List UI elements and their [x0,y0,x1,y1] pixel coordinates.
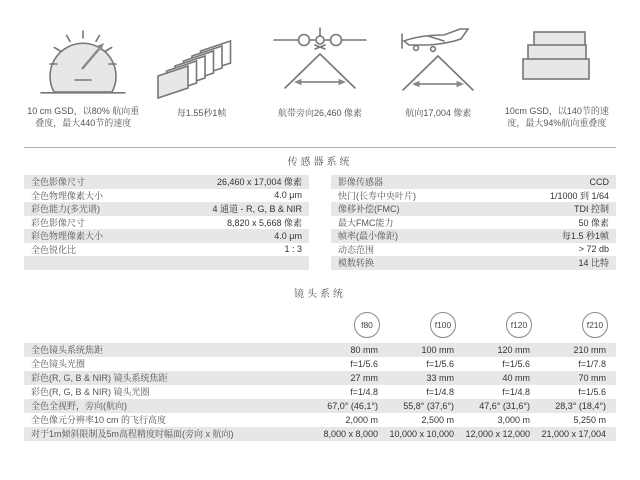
spec-label: 全色物理像素大小 [31,190,104,201]
spec-value: 1/1000 到 1/64 [549,190,609,201]
speedometer-icon-box [31,24,135,100]
spec-value: 14 比特 [578,258,609,269]
spec-label: 彩色影像尺寸 [31,217,86,228]
spec-value: f=1/4.8 [502,386,530,397]
spec-value: 4.0 μm [274,190,302,201]
spec-label: 彩色能力(多光谱) [31,204,100,215]
frame-stack-icon-box [150,24,254,102]
spec-label: 全色全视野，旁向(航向) [24,399,312,413]
feature-overlap [498,24,616,138]
spec-value: 12,000 x 12,000 [464,427,540,441]
spec-label: 全色镜头系统焦距 [24,343,312,357]
icon-caption-cross-track: 航带旁向26,460 像素 [278,108,363,118]
spec-value: 1 : 3 [284,244,302,255]
spec-value: 5,250 m [573,414,606,425]
spec-label: 像移补偿(FMC) [338,204,400,215]
airplane-front-swath-icon [268,26,372,102]
sensor-row [24,243,309,257]
spec-value: 70 mm [540,371,616,385]
spec-value: 2,500 m [421,414,454,425]
sensor-row [331,189,616,203]
sensor-row [24,216,309,230]
spec-value: > 72 db [578,244,609,255]
spec-value: CCD [589,176,609,187]
sensor-row-empty [24,256,309,270]
spec-value: 4 通道 - R, G, B & NIR [212,204,302,215]
speedometer-icon [31,24,135,100]
spec-value: 8,000 x 8,000 [312,427,388,441]
lens-column-f100: f100 [430,312,456,338]
icon-caption-along-track: 航向17,004 像素 [405,108,472,118]
icon-caption-frame-rate: 每1.55秒1帧 [176,108,227,118]
spec-value: 2,000 m [345,414,378,425]
spec-label: 帧率(最小像距) [338,231,398,242]
sensor-row [331,216,616,230]
spec-value: 10,000 x 10,000 [388,427,464,441]
sensor-table-left [24,175,309,270]
spec-label: 彩色(R, G, B & NIR) 镜头光圈 [31,387,150,397]
spec-value: 120 mm [464,343,540,357]
spec-value: 4.0 μm [274,230,302,241]
spec-label: 快门(长寿中央叶片) [338,190,416,201]
spec-value: f=1/7.8 [578,358,606,369]
feature-speed [24,24,142,138]
icon-caption-overlap: 10cm GSD，以140节的速度，最大94%航向重叠度 [504,106,609,129]
sensor-row [24,175,309,189]
spec-value: f=1/5.6 [502,358,530,369]
sensor-row [331,243,616,257]
lens-column-headers [24,307,616,343]
spec-value: 50 像素 [578,217,609,228]
spec-value: 55,8° (37,6°) [388,399,464,413]
sensor-row [331,202,616,216]
sensor-tables [24,175,616,270]
spec-label: 全色影像尺寸 [31,177,86,188]
sensor-row [331,229,616,243]
spec-value: 100 mm [388,343,464,357]
lens-column-f80: f80 [354,312,380,338]
spec-value: f=1/4.8 [426,386,454,397]
spec-label: 模数转换 [338,258,375,269]
lens-table [24,343,616,441]
spec-value: 33 mm [388,371,464,385]
airplane-front-icon-box [268,24,372,102]
sensor-section-title: 传感器系统 [287,157,353,168]
spec-value: 26,460 x 17,004 像素 [216,177,302,188]
spec-value: 每1.5 秒1帧 [561,231,609,242]
spec-value: TDI 控制 [574,204,609,215]
sensor-row [24,229,309,243]
sensor-row [331,256,616,270]
lens-column-f210: f210 [582,312,608,338]
spec-value: 80 mm [312,343,388,357]
overlap-stack-icon-box [505,24,609,100]
spec-value: f=1/5.6 [578,386,606,397]
spec-label: 动态范围 [338,244,375,255]
spec-value: 40 mm [464,371,540,385]
spec-value: 28,3° (18,4°) [540,399,616,413]
airplane-side-swath-icon [386,26,490,102]
spec-value: f=1/5.6 [350,358,378,369]
spec-value: 27 mm [312,371,388,385]
spec-label: 彩色(R, G, B & NIR) 镜头系统焦距 [24,371,312,385]
sensor-row [331,175,616,189]
feature-icons-row [24,24,616,138]
icon-caption-speed: 10 cm GSD，以80% 航向重叠度，最大440节的速度 [27,106,140,129]
sensor-row [24,189,309,203]
spec-label: 全色锐化比 [31,244,77,255]
spec-value: 21,000 x 17,004 [540,427,616,441]
frame-stack-icon [150,26,254,102]
spec-label: 影像传感器 [338,177,384,188]
lens-section-title: 镜头系统 [294,288,346,300]
spec-value: 67,0° (46,1°) [312,399,388,413]
spec-value: 47,6° (31,6°) [464,399,540,413]
spec-value: f=1/4.8 [350,386,378,397]
image-overlap-stack-icon [505,24,609,100]
feature-frame-rate [142,24,260,138]
feature-cross-track [261,24,379,138]
spec-value: 210 mm [540,343,616,357]
spec-value: f=1/5.6 [426,358,454,369]
spec-label: 对于1m倾斜限制及5m高程精度时幅面(旁向 x 航向) [24,427,312,441]
spec-label: 彩色物理像素大小 [31,231,104,242]
lens-column-f120: f120 [506,312,532,338]
spec-label: 全色镜头光圈 [31,359,86,369]
sensor-table-right [331,175,616,270]
spec-label: 最大FMC能力 [338,217,394,228]
sensor-row [24,202,309,216]
spec-value: 8,820 x 5,668 像素 [226,217,302,228]
spec-label: 全色像元分辨率10 cm 的飞行高度 [31,415,167,425]
spec-value: 3,000 m [497,414,530,425]
airplane-side-icon-box [386,24,490,102]
feature-along-track [379,24,497,138]
